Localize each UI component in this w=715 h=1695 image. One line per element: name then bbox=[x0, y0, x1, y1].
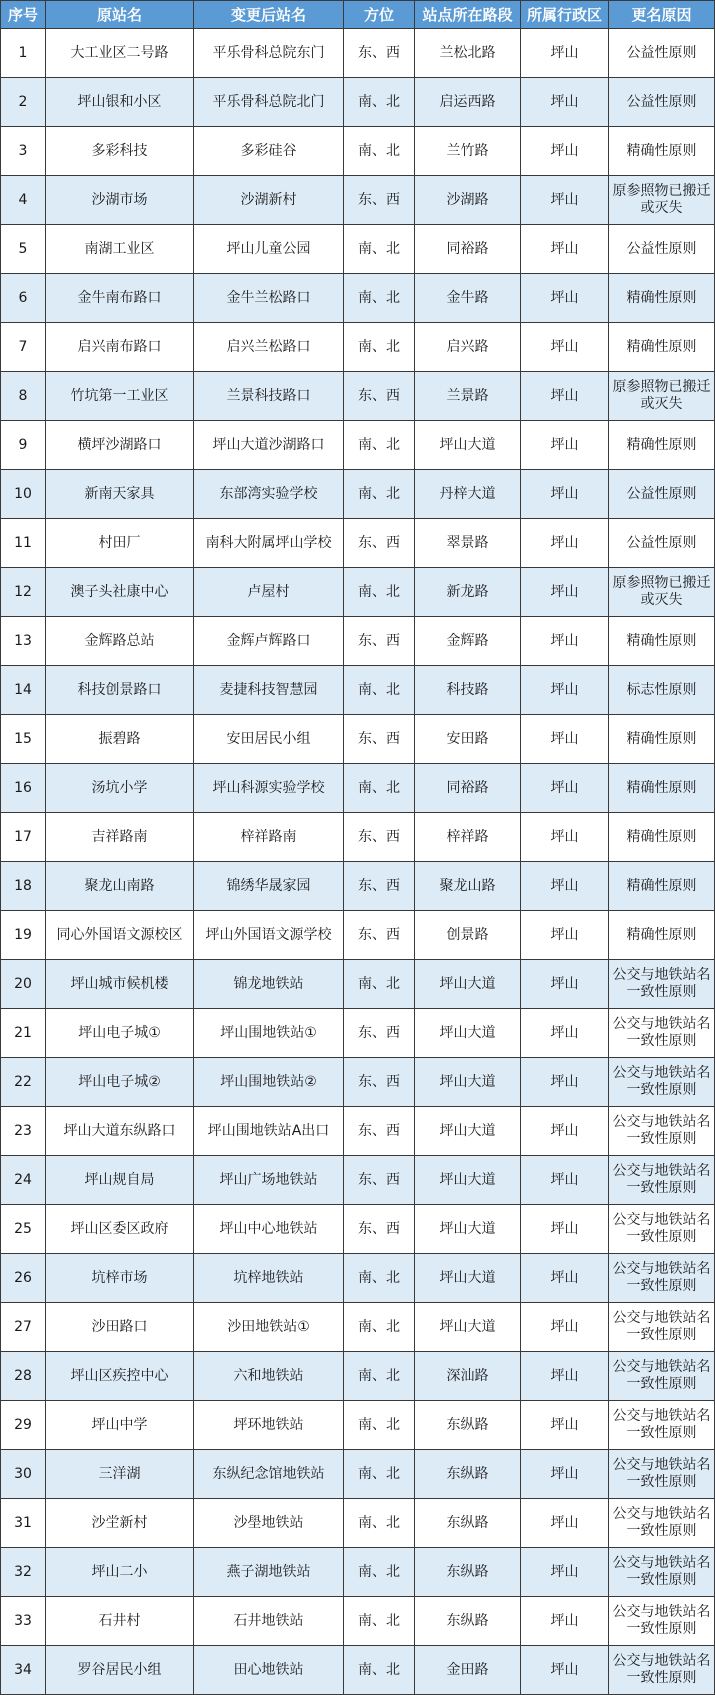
cell-new-name: 坪环地铁站 bbox=[194, 1401, 344, 1450]
table-row bbox=[1, 715, 715, 764]
cell-new-name: 沙湖新村 bbox=[194, 176, 344, 225]
cell-original-name: 坪山区委区政府 bbox=[46, 1205, 194, 1254]
cell-rename-reason: 公益性原则 bbox=[609, 519, 715, 568]
cell-direction: 东、西 bbox=[344, 1009, 415, 1058]
cell-original-name: 南湖工业区 bbox=[46, 225, 194, 274]
cell-original-name: 振碧路 bbox=[46, 715, 194, 764]
table-row bbox=[1, 176, 715, 225]
cell-rename-reason: 公交与地铁站名一致性原则 bbox=[609, 1205, 715, 1254]
cell-original-name: 坪山规自局 bbox=[46, 1156, 194, 1205]
cell-rename-reason: 原参照物已搬迁或灭失 bbox=[609, 176, 715, 225]
cell-district: 坪山 bbox=[521, 29, 609, 78]
cell-road-section: 金牛路 bbox=[415, 274, 521, 323]
cell-road-section: 翠景路 bbox=[415, 519, 521, 568]
cell-new-name: 燕子湖地铁站 bbox=[194, 1548, 344, 1597]
cell-direction: 南、北 bbox=[344, 568, 415, 617]
table-row bbox=[1, 1107, 715, 1156]
cell-index: 31 bbox=[1, 1499, 46, 1548]
cell-new-name: 锦绣华晟家园 bbox=[194, 862, 344, 911]
cell-road-section: 启兴路 bbox=[415, 323, 521, 372]
table-row bbox=[1, 225, 715, 274]
table-row bbox=[1, 764, 715, 813]
table-row bbox=[1, 1058, 715, 1107]
cell-rename-reason: 公交与地铁站名一致性原则 bbox=[609, 1499, 715, 1548]
cell-road-section: 金田路 bbox=[415, 1646, 521, 1695]
cell-direction: 东、西 bbox=[344, 813, 415, 862]
cell-road-section: 启运西路 bbox=[415, 78, 521, 127]
cell-rename-reason: 精确性原则 bbox=[609, 274, 715, 323]
cell-index: 1 bbox=[1, 29, 46, 78]
table-row bbox=[1, 813, 715, 862]
cell-original-name: 坪山电子城② bbox=[46, 1058, 194, 1107]
table-row bbox=[1, 1254, 715, 1303]
cell-original-name: 金牛南布路口 bbox=[46, 274, 194, 323]
cell-rename-reason: 公交与地铁站名一致性原则 bbox=[609, 1107, 715, 1156]
cell-new-name: 平乐骨科总院东门 bbox=[194, 29, 344, 78]
cell-new-name: 锦龙地铁站 bbox=[194, 960, 344, 1009]
cell-direction: 东、西 bbox=[344, 715, 415, 764]
cell-rename-reason: 公交与地铁站名一致性原则 bbox=[609, 1548, 715, 1597]
cell-index: 19 bbox=[1, 911, 46, 960]
cell-rename-reason: 公益性原则 bbox=[609, 29, 715, 78]
cell-direction: 南、北 bbox=[344, 1352, 415, 1401]
cell-rename-reason: 精确性原则 bbox=[609, 421, 715, 470]
cell-road-section: 兰景路 bbox=[415, 372, 521, 421]
cell-direction: 南、北 bbox=[344, 1646, 415, 1695]
cell-direction: 南、北 bbox=[344, 1303, 415, 1352]
cell-new-name: 田心地铁站 bbox=[194, 1646, 344, 1695]
cell-index: 9 bbox=[1, 421, 46, 470]
cell-road-section: 坪山大道 bbox=[415, 1303, 521, 1352]
cell-new-name: 兰景科技路口 bbox=[194, 372, 344, 421]
cell-index: 27 bbox=[1, 1303, 46, 1352]
cell-index: 30 bbox=[1, 1450, 46, 1499]
cell-direction: 南、北 bbox=[344, 764, 415, 813]
cell-road-section: 东纵路 bbox=[415, 1450, 521, 1499]
cell-original-name: 新南天家具 bbox=[46, 470, 194, 519]
cell-original-name: 罗谷居民小组 bbox=[46, 1646, 194, 1695]
table-row bbox=[1, 1548, 715, 1597]
cell-district: 坪山 bbox=[521, 862, 609, 911]
cell-district: 坪山 bbox=[521, 1205, 609, 1254]
table-row bbox=[1, 1597, 715, 1646]
cell-index: 17 bbox=[1, 813, 46, 862]
cell-district: 坪山 bbox=[521, 176, 609, 225]
cell-district: 坪山 bbox=[521, 1401, 609, 1450]
cell-rename-reason: 精确性原则 bbox=[609, 813, 715, 862]
cell-index: 22 bbox=[1, 1058, 46, 1107]
cell-new-name: 坪山中心地铁站 bbox=[194, 1205, 344, 1254]
cell-rename-reason: 原参照物已搬迁或灭失 bbox=[609, 568, 715, 617]
cell-index: 5 bbox=[1, 225, 46, 274]
cell-original-name: 村田厂 bbox=[46, 519, 194, 568]
cell-new-name: 六和地铁站 bbox=[194, 1352, 344, 1401]
cell-direction: 南、北 bbox=[344, 1450, 415, 1499]
cell-direction: 东、西 bbox=[344, 519, 415, 568]
cell-original-name: 同心外国语文源校区 bbox=[46, 911, 194, 960]
cell-new-name: 坪山大道沙湖路口 bbox=[194, 421, 344, 470]
cell-district: 坪山 bbox=[521, 1303, 609, 1352]
cell-index: 21 bbox=[1, 1009, 46, 1058]
cell-road-section: 同裕路 bbox=[415, 225, 521, 274]
cell-direction: 南、北 bbox=[344, 1597, 415, 1646]
cell-direction: 南、北 bbox=[344, 1254, 415, 1303]
cell-road-section: 坪山大道 bbox=[415, 1254, 521, 1303]
cell-direction: 南、北 bbox=[344, 470, 415, 519]
table-row bbox=[1, 29, 715, 78]
cell-original-name: 聚龙山南路 bbox=[46, 862, 194, 911]
cell-district: 坪山 bbox=[521, 127, 609, 176]
table-body bbox=[1, 29, 715, 1695]
cell-district: 坪山 bbox=[521, 617, 609, 666]
table-row bbox=[1, 1352, 715, 1401]
cell-direction: 东、西 bbox=[344, 1205, 415, 1254]
cell-district: 坪山 bbox=[521, 470, 609, 519]
cell-direction: 南、北 bbox=[344, 78, 415, 127]
cell-index: 20 bbox=[1, 960, 46, 1009]
cell-original-name: 澳子头社康中心 bbox=[46, 568, 194, 617]
cell-direction: 东、西 bbox=[344, 862, 415, 911]
table-row bbox=[1, 127, 715, 176]
cell-new-name: 坪山儿童公园 bbox=[194, 225, 344, 274]
cell-new-name: 启兴兰松路口 bbox=[194, 323, 344, 372]
cell-road-section: 丹梓大道 bbox=[415, 470, 521, 519]
cell-road-section: 坪山大道 bbox=[415, 1156, 521, 1205]
cell-original-name: 石井村 bbox=[46, 1597, 194, 1646]
cell-index: 6 bbox=[1, 274, 46, 323]
cell-rename-reason: 公益性原则 bbox=[609, 225, 715, 274]
cell-original-name: 坑梓市场 bbox=[46, 1254, 194, 1303]
cell-original-name: 坪山大道东纵路口 bbox=[46, 1107, 194, 1156]
table-row bbox=[1, 1009, 715, 1058]
cell-original-name: 多彩科技 bbox=[46, 127, 194, 176]
cell-original-name: 竹坑第一工业区 bbox=[46, 372, 194, 421]
cell-district: 坪山 bbox=[521, 960, 609, 1009]
cell-rename-reason: 公交与地铁站名一致性原则 bbox=[609, 1009, 715, 1058]
cell-rename-reason: 精确性原则 bbox=[609, 715, 715, 764]
cell-new-name: 坪山围地铁站A出口 bbox=[194, 1107, 344, 1156]
table-row bbox=[1, 470, 715, 519]
cell-new-name: 多彩硅谷 bbox=[194, 127, 344, 176]
cell-district: 坪山 bbox=[521, 372, 609, 421]
table-row bbox=[1, 372, 715, 421]
cell-direction: 东、西 bbox=[344, 372, 415, 421]
cell-original-name: 大工业区二号路 bbox=[46, 29, 194, 78]
table-row bbox=[1, 666, 715, 715]
table-row bbox=[1, 323, 715, 372]
cell-road-section: 兰竹路 bbox=[415, 127, 521, 176]
header-row bbox=[1, 1, 715, 29]
cell-new-name: 东部湾实验学校 bbox=[194, 470, 344, 519]
cell-rename-reason: 原参照物已搬迁或灭失 bbox=[609, 372, 715, 421]
cell-road-section: 东纵路 bbox=[415, 1548, 521, 1597]
cell-original-name: 坪山二小 bbox=[46, 1548, 194, 1597]
cell-district: 坪山 bbox=[521, 421, 609, 470]
cell-index: 7 bbox=[1, 323, 46, 372]
cell-new-name: 南科大附属坪山学校 bbox=[194, 519, 344, 568]
cell-rename-reason: 公交与地铁站名一致性原则 bbox=[609, 1352, 715, 1401]
cell-direction: 东、西 bbox=[344, 1156, 415, 1205]
header-road-section: 站点所在路段 bbox=[415, 1, 521, 29]
cell-index: 13 bbox=[1, 617, 46, 666]
cell-new-name: 坪山围地铁站② bbox=[194, 1058, 344, 1107]
cell-district: 坪山 bbox=[521, 1450, 609, 1499]
cell-new-name: 卢屋村 bbox=[194, 568, 344, 617]
cell-district: 坪山 bbox=[521, 78, 609, 127]
cell-original-name: 三洋湖 bbox=[46, 1450, 194, 1499]
cell-original-name: 坪山电子城① bbox=[46, 1009, 194, 1058]
cell-index: 12 bbox=[1, 568, 46, 617]
cell-road-section: 东纵路 bbox=[415, 1499, 521, 1548]
cell-district: 坪山 bbox=[521, 813, 609, 862]
cell-direction: 南、北 bbox=[344, 274, 415, 323]
cell-road-section: 坪山大道 bbox=[415, 421, 521, 470]
cell-new-name: 石井地铁站 bbox=[194, 1597, 344, 1646]
cell-direction: 南、北 bbox=[344, 1548, 415, 1597]
cell-original-name: 横坪沙湖路口 bbox=[46, 421, 194, 470]
cell-original-name: 坪山城市候机楼 bbox=[46, 960, 194, 1009]
cell-rename-reason: 公交与地铁站名一致性原则 bbox=[609, 1401, 715, 1450]
cell-index: 8 bbox=[1, 372, 46, 421]
cell-rename-reason: 公交与地铁站名一致性原则 bbox=[609, 1156, 715, 1205]
cell-index: 3 bbox=[1, 127, 46, 176]
cell-district: 坪山 bbox=[521, 1646, 609, 1695]
cell-index: 25 bbox=[1, 1205, 46, 1254]
table-row bbox=[1, 1156, 715, 1205]
cell-direction: 南、北 bbox=[344, 960, 415, 1009]
cell-district: 坪山 bbox=[521, 1156, 609, 1205]
cell-new-name: 沙田地铁站① bbox=[194, 1303, 344, 1352]
table-row bbox=[1, 960, 715, 1009]
cell-rename-reason: 精确性原则 bbox=[609, 127, 715, 176]
cell-direction: 东、西 bbox=[344, 617, 415, 666]
cell-district: 坪山 bbox=[521, 1352, 609, 1401]
cell-district: 坪山 bbox=[521, 911, 609, 960]
cell-index: 28 bbox=[1, 1352, 46, 1401]
cell-direction: 南、北 bbox=[344, 323, 415, 372]
cell-index: 11 bbox=[1, 519, 46, 568]
cell-district: 坪山 bbox=[521, 666, 609, 715]
cell-district: 坪山 bbox=[521, 1499, 609, 1548]
cell-road-section: 兰松北路 bbox=[415, 29, 521, 78]
cell-road-section: 新龙路 bbox=[415, 568, 521, 617]
cell-rename-reason: 精确性原则 bbox=[609, 911, 715, 960]
cell-road-section: 东纵路 bbox=[415, 1597, 521, 1646]
cell-district: 坪山 bbox=[521, 1548, 609, 1597]
cell-new-name: 坪山围地铁站① bbox=[194, 1009, 344, 1058]
cell-rename-reason: 精确性原则 bbox=[609, 862, 715, 911]
cell-direction: 南、北 bbox=[344, 1499, 415, 1548]
table-row bbox=[1, 617, 715, 666]
cell-new-name: 坪山外国语文源学校 bbox=[194, 911, 344, 960]
cell-road-section: 深汕路 bbox=[415, 1352, 521, 1401]
cell-road-section: 安田路 bbox=[415, 715, 521, 764]
cell-new-name: 平乐骨科总院北门 bbox=[194, 78, 344, 127]
cell-new-name: 金辉卢辉路口 bbox=[194, 617, 344, 666]
cell-index: 18 bbox=[1, 862, 46, 911]
cell-index: 2 bbox=[1, 78, 46, 127]
cell-rename-reason: 公交与地铁站名一致性原则 bbox=[609, 1254, 715, 1303]
header-new-name: 变更后站名 bbox=[194, 1, 344, 29]
cell-index: 23 bbox=[1, 1107, 46, 1156]
cell-original-name: 坪山中学 bbox=[46, 1401, 194, 1450]
cell-original-name: 汤坑小学 bbox=[46, 764, 194, 813]
cell-district: 坪山 bbox=[521, 1254, 609, 1303]
cell-new-name: 梓祥路南 bbox=[194, 813, 344, 862]
cell-rename-reason: 公交与地铁站名一致性原则 bbox=[609, 1597, 715, 1646]
cell-new-name: 坪山科源实验学校 bbox=[194, 764, 344, 813]
cell-rename-reason: 公交与地铁站名一致性原则 bbox=[609, 1450, 715, 1499]
cell-road-section: 沙湖路 bbox=[415, 176, 521, 225]
cell-district: 坪山 bbox=[521, 1058, 609, 1107]
cell-new-name: 安田居民小组 bbox=[194, 715, 344, 764]
cell-district: 坪山 bbox=[521, 764, 609, 813]
table-row bbox=[1, 911, 715, 960]
cell-index: 16 bbox=[1, 764, 46, 813]
table-row bbox=[1, 1450, 715, 1499]
cell-district: 坪山 bbox=[521, 519, 609, 568]
cell-original-name: 沙田路口 bbox=[46, 1303, 194, 1352]
cell-district: 坪山 bbox=[521, 274, 609, 323]
cell-road-section: 科技路 bbox=[415, 666, 521, 715]
cell-direction: 南、北 bbox=[344, 1401, 415, 1450]
cell-rename-reason: 精确性原则 bbox=[609, 323, 715, 372]
cell-direction: 南、北 bbox=[344, 225, 415, 274]
header-direction: 方位 bbox=[344, 1, 415, 29]
table-row bbox=[1, 568, 715, 617]
cell-road-section: 坪山大道 bbox=[415, 1058, 521, 1107]
table-row bbox=[1, 78, 715, 127]
cell-direction: 东、西 bbox=[344, 176, 415, 225]
cell-road-section: 坪山大道 bbox=[415, 1009, 521, 1058]
cell-road-section: 同裕路 bbox=[415, 764, 521, 813]
table-row bbox=[1, 1205, 715, 1254]
cell-index: 24 bbox=[1, 1156, 46, 1205]
cell-new-name: 坑梓地铁站 bbox=[194, 1254, 344, 1303]
cell-index: 15 bbox=[1, 715, 46, 764]
cell-road-section: 坪山大道 bbox=[415, 1205, 521, 1254]
cell-index: 14 bbox=[1, 666, 46, 715]
cell-direction: 南、北 bbox=[344, 666, 415, 715]
cell-index: 34 bbox=[1, 1646, 46, 1695]
cell-road-section: 坪山大道 bbox=[415, 960, 521, 1009]
cell-index: 26 bbox=[1, 1254, 46, 1303]
cell-rename-reason: 公交与地铁站名一致性原则 bbox=[609, 1303, 715, 1352]
cell-district: 坪山 bbox=[521, 1107, 609, 1156]
cell-direction: 东、西 bbox=[344, 1107, 415, 1156]
table-row bbox=[1, 274, 715, 323]
cell-rename-reason: 精确性原则 bbox=[609, 764, 715, 813]
table-row bbox=[1, 1401, 715, 1450]
cell-district: 坪山 bbox=[521, 323, 609, 372]
cell-original-name: 金辉路总站 bbox=[46, 617, 194, 666]
cell-district: 坪山 bbox=[521, 1009, 609, 1058]
cell-direction: 南、北 bbox=[344, 127, 415, 176]
cell-road-section: 梓祥路 bbox=[415, 813, 521, 862]
table-row bbox=[1, 519, 715, 568]
cell-rename-reason: 公交与地铁站名一致性原则 bbox=[609, 1646, 715, 1695]
cell-index: 10 bbox=[1, 470, 46, 519]
cell-rename-reason: 标志性原则 bbox=[609, 666, 715, 715]
cell-district: 坪山 bbox=[521, 225, 609, 274]
cell-rename-reason: 公交与地铁站名一致性原则 bbox=[609, 960, 715, 1009]
cell-new-name: 沙壆地铁站 bbox=[194, 1499, 344, 1548]
cell-district: 坪山 bbox=[521, 568, 609, 617]
header-district: 所属行政区 bbox=[521, 1, 609, 29]
cell-original-name: 坪山银和小区 bbox=[46, 78, 194, 127]
cell-direction: 南、北 bbox=[344, 421, 415, 470]
table-row bbox=[1, 1646, 715, 1695]
cell-new-name: 金牛兰松路口 bbox=[194, 274, 344, 323]
cell-rename-reason: 精确性原则 bbox=[609, 617, 715, 666]
cell-road-section: 金辉路 bbox=[415, 617, 521, 666]
table-row bbox=[1, 862, 715, 911]
cell-new-name: 麦捷科技智慧园 bbox=[194, 666, 344, 715]
cell-original-name: 坪山区疾控中心 bbox=[46, 1352, 194, 1401]
cell-direction: 东、西 bbox=[344, 911, 415, 960]
header-index: 序号 bbox=[1, 1, 46, 29]
cell-index: 29 bbox=[1, 1401, 46, 1450]
cell-new-name: 东纵纪念馆地铁站 bbox=[194, 1450, 344, 1499]
cell-road-section: 坪山大道 bbox=[415, 1107, 521, 1156]
cell-road-section: 聚龙山路 bbox=[415, 862, 521, 911]
cell-original-name: 启兴南布路口 bbox=[46, 323, 194, 372]
cell-index: 4 bbox=[1, 176, 46, 225]
cell-direction: 东、西 bbox=[344, 1058, 415, 1107]
cell-original-name: 吉祥路南 bbox=[46, 813, 194, 862]
cell-direction: 东、西 bbox=[344, 29, 415, 78]
cell-original-name: 沙湖市场 bbox=[46, 176, 194, 225]
cell-rename-reason: 公益性原则 bbox=[609, 470, 715, 519]
table-row bbox=[1, 421, 715, 470]
cell-new-name: 坪山广场地铁站 bbox=[194, 1156, 344, 1205]
cell-index: 32 bbox=[1, 1548, 46, 1597]
cell-district: 坪山 bbox=[521, 715, 609, 764]
cell-district: 坪山 bbox=[521, 1597, 609, 1646]
cell-original-name: 沙坣新村 bbox=[46, 1499, 194, 1548]
cell-rename-reason: 公交与地铁站名一致性原则 bbox=[609, 1058, 715, 1107]
header-original-name: 原站名 bbox=[46, 1, 194, 29]
cell-road-section: 创景路 bbox=[415, 911, 521, 960]
cell-original-name: 科技创景路口 bbox=[46, 666, 194, 715]
header-rename-reason: 更名原因 bbox=[609, 1, 715, 29]
table-row bbox=[1, 1303, 715, 1352]
cell-road-section: 东纵路 bbox=[415, 1401, 521, 1450]
cell-index: 33 bbox=[1, 1597, 46, 1646]
table-row bbox=[1, 1499, 715, 1548]
cell-rename-reason: 公益性原则 bbox=[609, 78, 715, 127]
